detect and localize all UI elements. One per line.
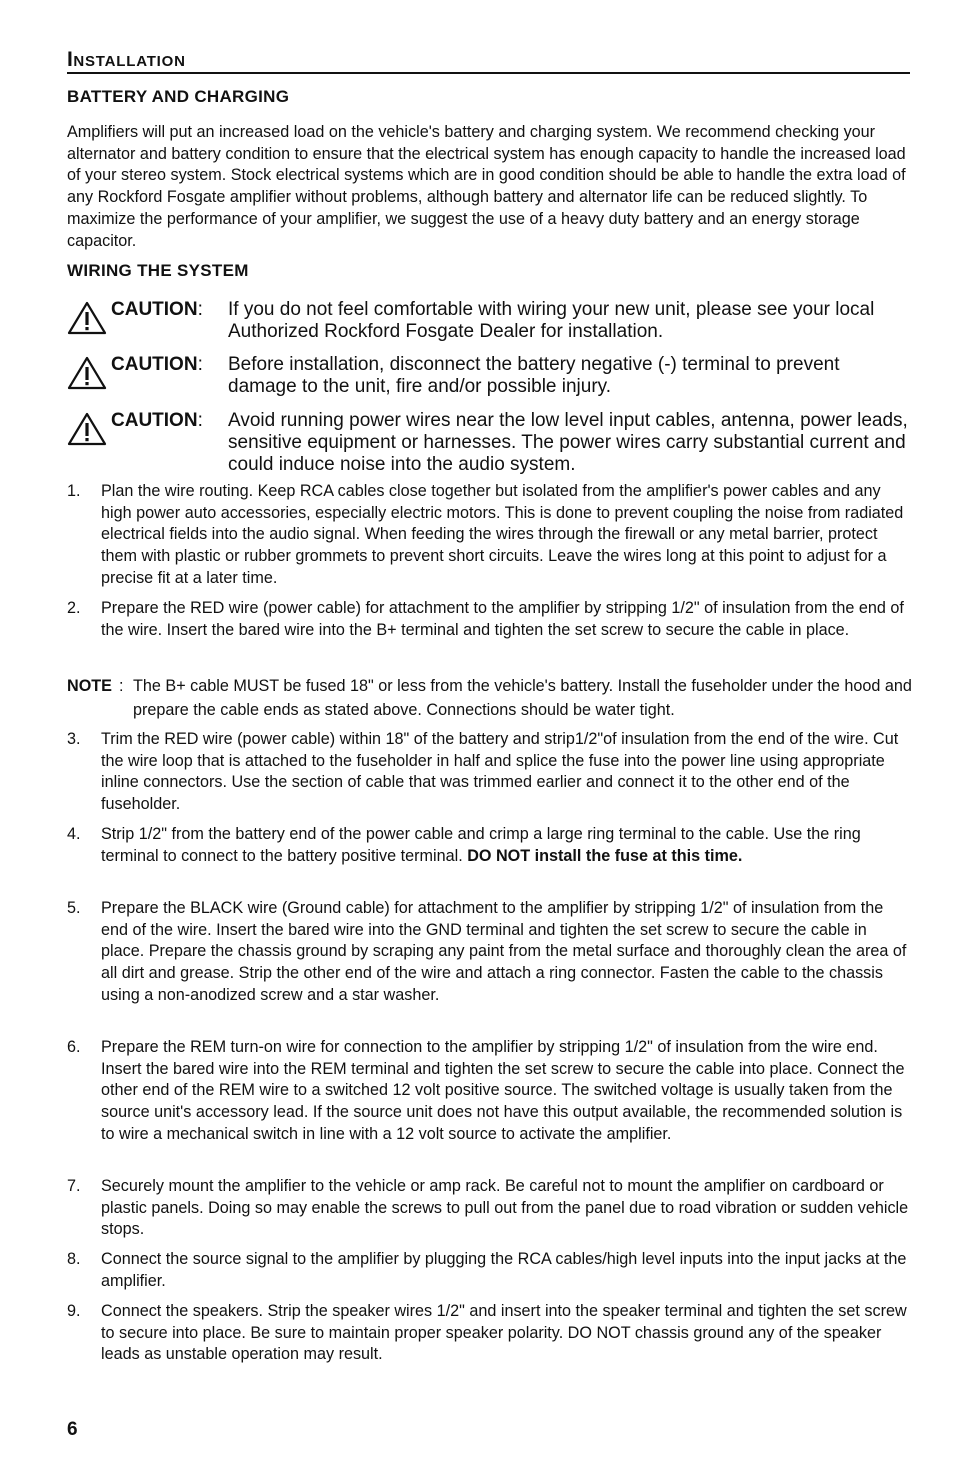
step-text: Connect the source signal to the amplifier by plugging the RCA cables/high level inputs into the input jacks at the amplifier. xyxy=(101,1250,907,1290)
caution-label: CAUTION: xyxy=(111,354,203,375)
step-number: 2. xyxy=(67,599,81,617)
step-number: 4. xyxy=(67,825,81,843)
step-text: Connect the speakers. Strip the speaker wires 1/2" and insert into the speaker terminal and tighten the set screw to secure into place. Be sure to maintain proper speaker polarity. DO NOT chassis ground any of the speaker leads as unstable operation may result. xyxy=(101,1302,907,1364)
warning-triangle-icon xyxy=(67,301,107,335)
step-text: Plan the wire routing. Keep RCA cables close together but isolated from the amplifier's power cables and any high power auto accessories, especially electric motors. This is done to prevent coupling the noise from radiated electrical fields into the audio signal. When feeding the wires through the firewall or any metal barrier, protect them with plastic or rubber grommets to prevent short circuits. Leave the wires long at this point to adjust for a precise fit at a later time. xyxy=(101,482,904,587)
battery-heading: BATTERY AND CHARGING xyxy=(67,87,290,106)
step-text: Trim the RED wire (power cable) within 18" of the battery and strip1/2"of insulation from the end of the wire. Cut the wire loop that is attached to the fuseholder in half and splice the fuse into the power line using appropriate inline connectors. Use the section of cable that was trimmed earlier and connect it to the other end of the fuseholder. xyxy=(101,730,899,814)
battery-paragraph: Amplifiers will put an increased load on the vehicle's battery and charging system. We recommend checking your alternator and battery condition to ensure that the electrical system has enough capacity to handle the increased load of your stereo system. Stock electrical systems which are in good condition should be able to handle the extra load of any Rockford Fosgate amplifier without problems, although battery and alternator life can be reduced slightly. To maximize the performance of your amplifier, we suggest the use of a heavy duty battery and an energy storage capacitor. xyxy=(67,123,906,250)
step-text: Prepare the RED wire (power cable) for attachment to the amplifier by stripping 1/2" of insulation from the end of the wire. Insert the bared wire into the B+ terminal and tighten the set screw to secure the cable in place. xyxy=(101,599,904,639)
note-text: The B+ cable MUST be fused 18" or less from the vehicle's battery. Install the fuseholder under the hood and prepare the cable ends as stated above. Connections should be water tight. xyxy=(133,677,912,719)
page-number: 6 xyxy=(67,1419,78,1440)
step-text: Prepare the BLACK wire (Ground cable) for attachment to the amplifier by stripping 1/2" of insulation from the end of the wire. Insert the bared wire into the GND terminal and tighten the set screw to secure the cable in place. Prepare the chassis ground by scraping any paint from the metal surface and thoroughly clean the area of all dirt and grease. Strip the other end of the wire and attach a ring connector. Fasten the cable to the chassis using a non-anodized screw and a star washer. xyxy=(101,899,907,1004)
step-text-bold: DO NOT install the fuse at this time. xyxy=(467,846,743,865)
step-text: Securely mount the amplifier to the vehicle or amp rack. Be careful not to mount the amplifier on cardboard or plastic panels. Doing so may enable the screws to pull out from the panel due to road vibration or sudden vehicle stops. xyxy=(101,1177,909,1239)
step-text xyxy=(101,824,911,867)
caution-text: Avoid running power wires near the low level input cables, antenna, power leads, sensitive equipment or harnesses. The power wires carry substantial current and could induce noise into the audio system. xyxy=(228,410,908,475)
step-text-plain: Strip 1/2" from the battery end of the power cable and crimp a large ring terminal to the cable. Use the ring terminal to connect to the battery positive terminal. xyxy=(101,825,861,865)
wiring-heading: WIRING THE SYSTEM xyxy=(67,261,249,280)
caution-text: Before installation, disconnect the battery negative (-) terminal to prevent damage to the unit, fire and/or possible injury. xyxy=(228,354,840,397)
section-title xyxy=(67,49,186,70)
warning-triangle-icon xyxy=(67,356,107,390)
step-number: 9. xyxy=(67,1302,81,1320)
step-text: Prepare the REM turn-on wire for connection to the amplifier by stripping 1/2" of insulation from the wire end. Insert the bared wire into the REM terminal and tighten the set screw to secure the cable into place. Connect the other end of the REM wire to a switched 12 volt positive source. The switched voltage is usually taken from the source unit's accessory lead. If the source unit does not have this output available, the recommended solution is to wire a mechanical switch in line with a 12 volt source to activate the amplifier. xyxy=(101,1038,905,1143)
section-title-rest: NSTALLATION xyxy=(73,53,186,70)
caution-label: CAUTION: xyxy=(111,299,203,320)
step-number: 3. xyxy=(67,730,81,748)
note-colon: : xyxy=(119,677,124,695)
section-title-initial: I xyxy=(67,48,74,71)
caution-text: If you do not feel comfortable with wiring your new unit, please see your local Authorized Rockford Fosgate Dealer for installation. xyxy=(228,299,875,342)
warning-triangle-icon xyxy=(67,412,107,446)
step-number: 5. xyxy=(67,899,81,917)
step-number: 1. xyxy=(67,482,81,500)
note-label: NOTE xyxy=(67,677,112,695)
section-header xyxy=(67,46,910,74)
caution-label: CAUTION: xyxy=(111,410,203,431)
step-number: 6. xyxy=(67,1038,81,1056)
step-number: 7. xyxy=(67,1177,81,1195)
step-number: 8. xyxy=(67,1250,81,1268)
